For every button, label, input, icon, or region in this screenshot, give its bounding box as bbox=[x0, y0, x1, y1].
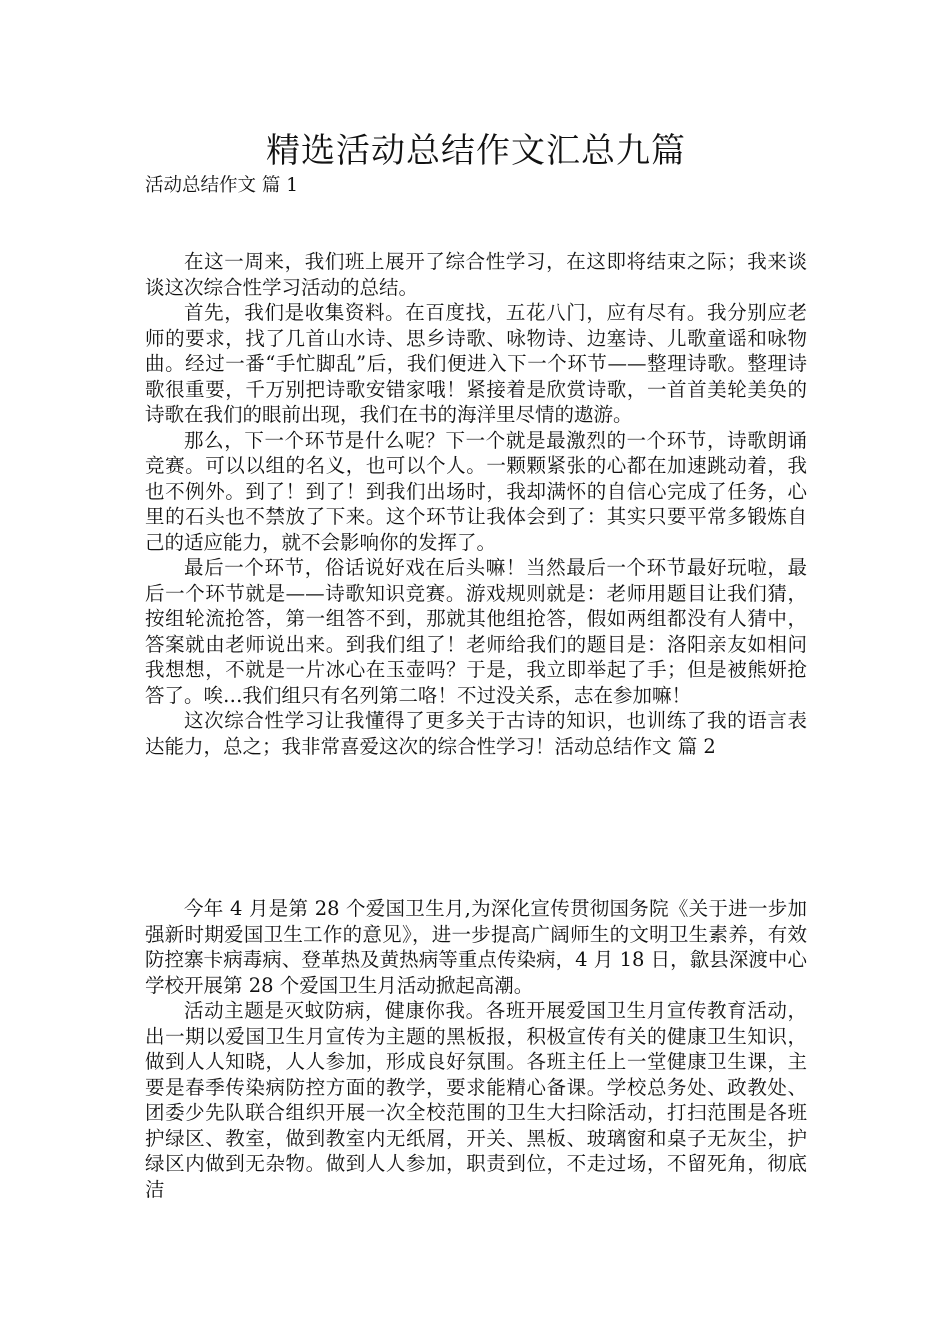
document-title: 精选活动总结作文汇总九篇 bbox=[266, 131, 686, 171]
paragraph: 最后一个环节，俗话说好戏在后头嘛！当然最后一个环节最好玩啦，最后一个环节就是——诗歌知识竞赛。游戏规则就是：老师用题目让我们猜，按组轮流抢答，第一组答不到，那就其他组抢答，假如两组都没有人猜中，答案就由老师说出来。到我们组了！老师给我们的题目是：洛阳亲友如相问我想想，不就是一片冰心在玉壶吗？于是，我立即举起了手；但是被熊妍抢答了。唉…我们组只有名列第二咯！不过没关系，志在参加嘛！ bbox=[145, 556, 807, 707]
section-1-body bbox=[145, 249, 807, 759]
paragraph: 活动主题是灭蚊防病，健康你我。各班开展爱国卫生月宣传教育活动，出一期以爱国卫生月宣传为主题的黑板报，积极宣传有关的健康卫生知识，做到人人知晓，人人参加，形成良好氛围。各班主任上一堂健康卫生课，主要是春季传染病防控方面的教学，要求能精心备课。学校总务处、政教处、团委少先队联合组织开展一次全校范围的卫生大扫除活动，打扫范围是各班护绿区、教室，做到教室内无纸屑，开关、黑板、玻璃窗和桌子无灰尘，护绿区内做到无杂物。做到人人参加，职责到位，不走过场，不留死角，彻底洁 bbox=[145, 999, 807, 1201]
paragraph: 那么，下一个环节是什么呢？下一个就是最激烈的一个环节，诗歌朗诵竞赛。可以以组的名义，也可以个人。一颗颗紧张的心都在加速跳动着，我也不例外。到了！到了！到我们出场时，我却满怀的自信心完成了任务，心里的石头也不禁放了下来。这个环节让我体会到了：其实只要平常多锻炼自己的适应能力，就不会影响你的发挥了。 bbox=[145, 428, 807, 554]
paragraph: 在这一周来，我们班上展开了综合性学习，在这即将结束之际；我来谈谈这次综合性学习活动的总结。 bbox=[145, 250, 807, 299]
section-2-body bbox=[145, 896, 807, 1202]
paragraph: 首先，我们是收集资料。在百度找，五花八门，应有尽有。我分别应老师的要求，找了几首山水诗、思乡诗歌、咏物诗、边塞诗、儿歌童谣和咏物曲。经过一番“手忙脚乱”后，我们便进入下一个环节——整理诗歌。整理诗歌很重要，千万别把诗歌安错家哦！紧接着是欣赏诗歌，一首首美轮美奂的诗歌在我们的眼前出现，我们在书的海洋里尽情的遨游。 bbox=[145, 301, 807, 426]
paragraph: 这次综合性学习让我懂得了更多关于古诗的知识，也训练了我的语言表达能力，总之；我非常喜爱这次的综合性学习！活动总结作文 篇 2 bbox=[145, 709, 807, 758]
section-heading-1: 活动总结作文 篇 1 bbox=[145, 175, 299, 196]
paragraph: 今年 4 月是第 28 个爱国卫生月,为深化宣传贯彻国务院《关于进一步加强新时期爱国卫生工作的意见》，进一步提高广阔师生的文明卫生素养，有效防控寨卡病毒病、登革热及黄热病等重点传染病，4 月 18 日，歙县深渡中心学校开展第 28 个爱国卫生月活动掀起高潮。 bbox=[145, 897, 807, 997]
